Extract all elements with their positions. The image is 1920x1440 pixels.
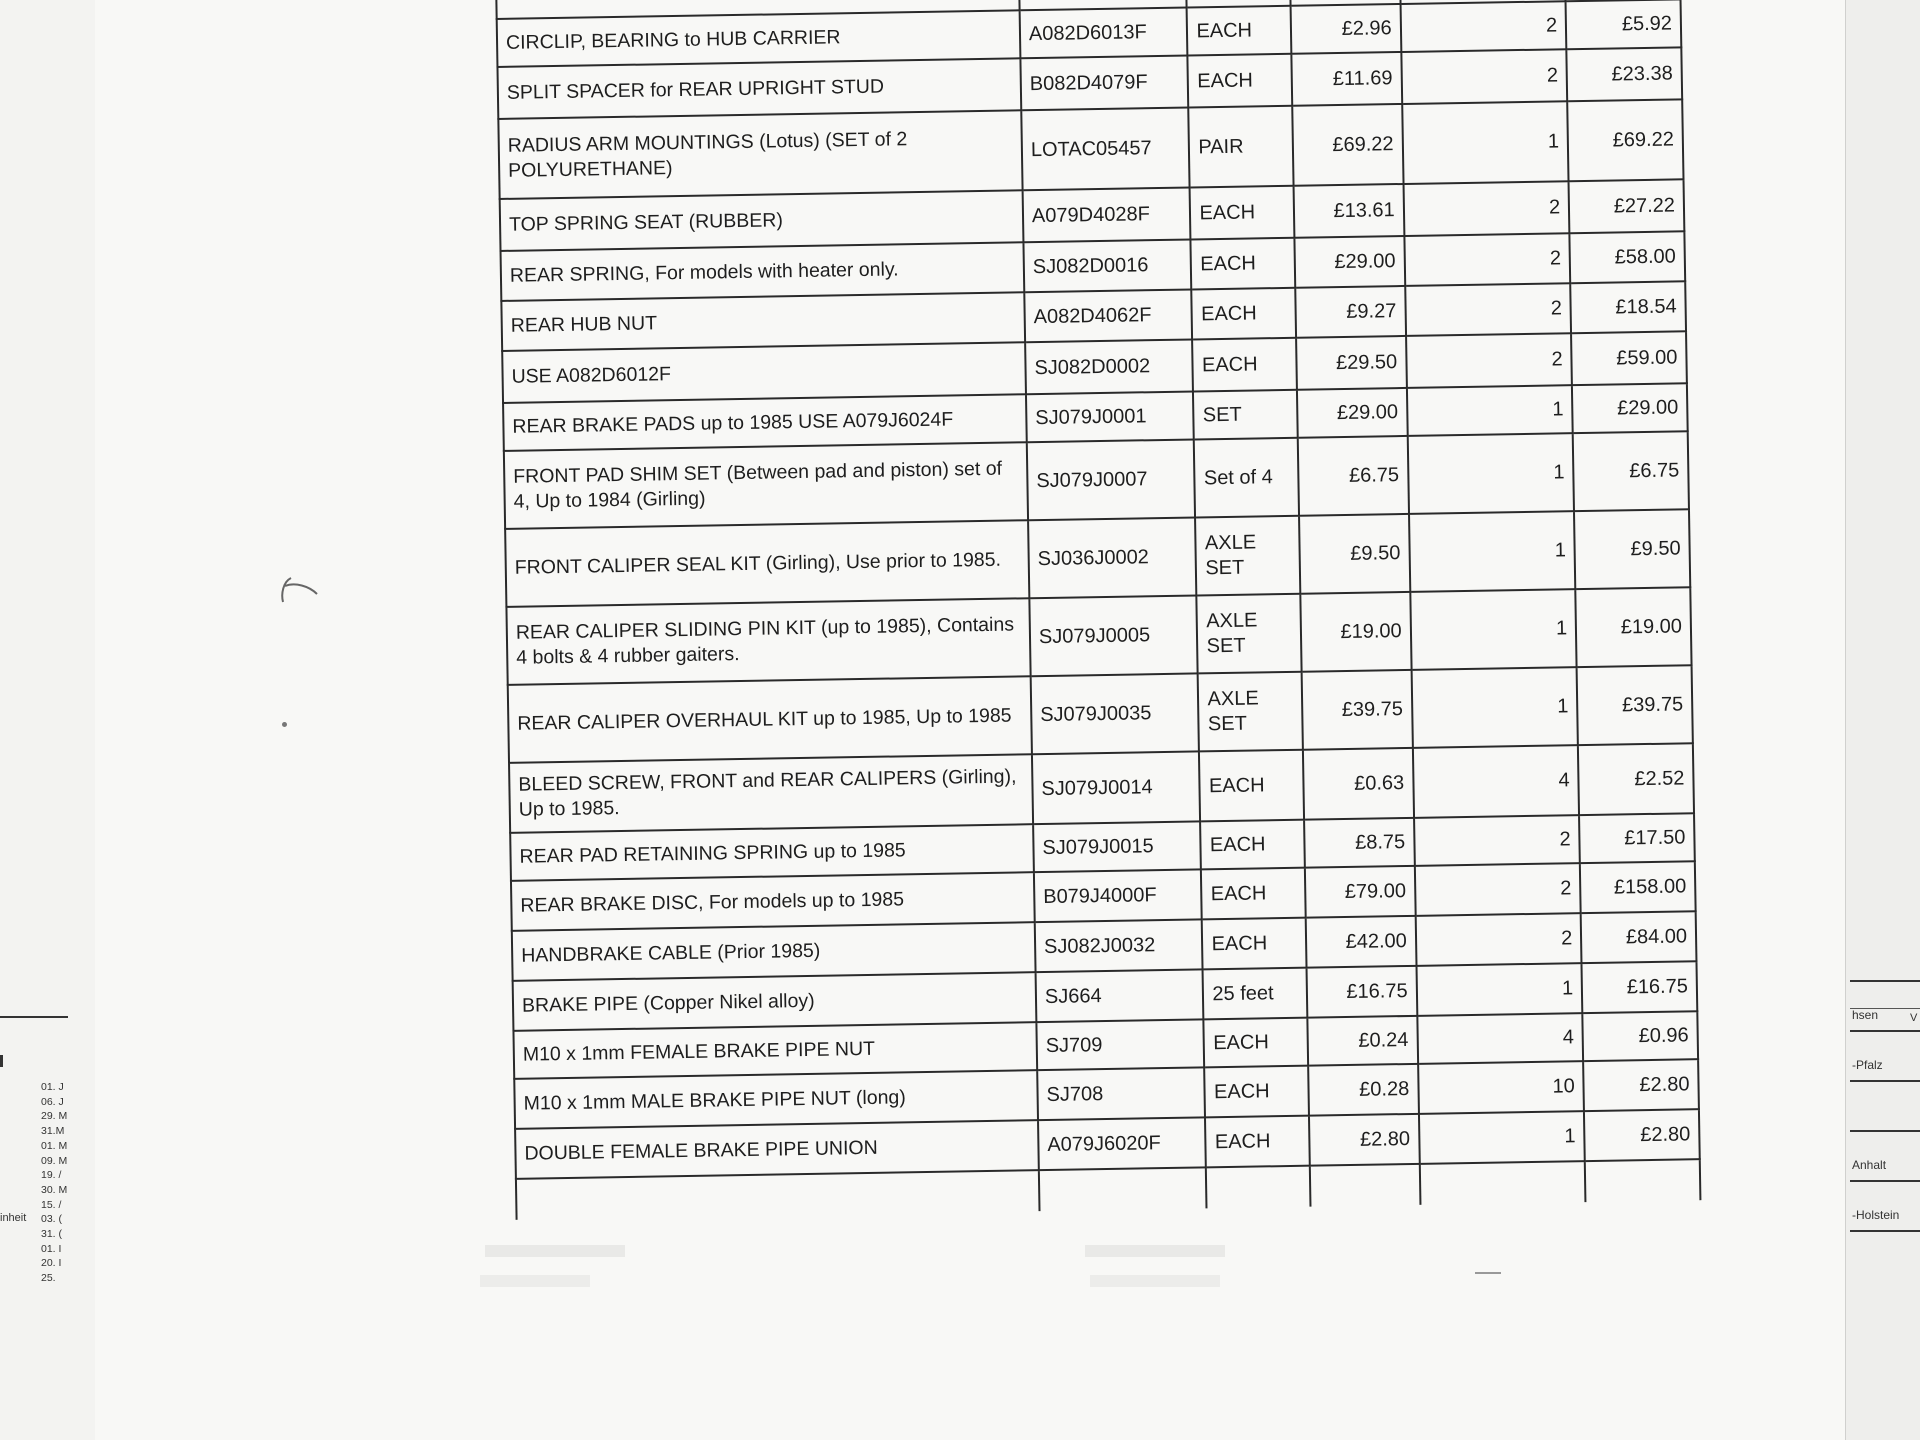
unit-of-sale: EACH [1202,918,1306,970]
part-number: B079J4000F [1034,869,1202,922]
unit-price: £9.50 [1299,514,1410,594]
unit-price: £0.24 [1307,1016,1417,1066]
part-number: SJ079J0014 [1032,751,1201,824]
unit-price: £16.75 [1307,966,1417,1018]
part-description: DOUBLE FEMALE BRAKE PIPE UNION [515,1120,1039,1179]
left-page-rule [0,1016,68,1018]
empty-cell [1419,1161,1585,1205]
part-description: M10 x 1mm MALE BRAKE PIPE NUT (long) [514,1070,1038,1129]
right-page-row [1850,1032,1920,1082]
part-number: LOTAC05457 [1021,108,1190,191]
quantity: 2 [1414,815,1580,866]
left-page-date: 25. [41,1272,56,1285]
unit-price: £9.27 [1295,286,1405,338]
right-background-page [1845,0,1920,1440]
right-page-row-label: hsen [1852,1008,1879,1022]
unit-of-sale: EACH [1193,338,1297,392]
part-number: A082D6013F [1020,8,1188,59]
unit-of-sale: EACH [1205,1116,1309,1168]
unit-price: £29.00 [1294,236,1404,288]
parts-list-page [95,0,1845,1440]
right-page-row-label: -Pfalz [1852,1058,1883,1072]
unit-of-sale: AXLE SET [1196,516,1301,596]
line-total: £29.00 [1572,383,1688,433]
unit-of-sale: EACH [1201,868,1305,920]
left-page-date: 31. ( [41,1228,63,1241]
right-page-row-label: Anhalt [1852,1158,1887,1172]
unit-price: £69.22 [1292,104,1403,186]
unit-price: £29.50 [1296,336,1407,390]
unit-of-sale: EACH [1201,820,1305,870]
unit-of-sale: EACH [1199,750,1304,822]
part-number: SJ709 [1036,1019,1204,1070]
quantity: 1 [1410,589,1577,670]
empty-cell [1585,1159,1700,1202]
part-description: TOP SPRING SEAT (RUBBER) [500,190,1024,251]
part-number: SJ082J0032 [1035,919,1203,972]
part-description: FRONT CALIPER SEAL KIT (Girling), Use prior to 1985. [505,520,1029,607]
unit-price: £11.69 [1291,52,1402,106]
line-total: £6.75 [1573,431,1689,511]
quantity: 1 [1407,433,1574,514]
quantity: 2 [1400,1,1566,52]
left-page-date: 19. / [41,1169,62,1182]
quantity: 2 [1401,49,1567,104]
quantity: 1 [1419,1111,1585,1164]
left-page-date: 01. J [41,1081,64,1093]
line-total: £17.50 [1579,813,1695,863]
faint-dash [1475,1272,1501,1274]
quantity: 2 [1405,283,1571,336]
unit-price: £0.63 [1303,748,1414,820]
part-number: SJ079J0001 [1026,391,1194,442]
line-total: £58.00 [1570,231,1686,283]
part-number: A079J6020F [1038,1117,1206,1170]
left-background-page [0,0,96,1440]
empty-cell [1206,1166,1310,1209]
line-total: £158.00 [1580,861,1696,913]
part-description: BLEED SCREW, FRONT and REAR CALIPERS (Girling), Up to 1985. [509,754,1033,833]
unit-of-sale: EACH [1188,54,1292,108]
left-page-date: 30. M [41,1183,68,1196]
unit-of-sale: EACH [1190,186,1294,240]
part-description: REAR PAD RETAINING SPRING up to 1985 [510,824,1034,881]
unit-of-sale: EACH [1205,1066,1309,1118]
left-page-date: 03. ( [41,1213,63,1226]
line-total: £23.38 [1567,47,1683,101]
part-number: SJ082D0016 [1023,239,1191,292]
line-total: £0.96 [1583,1011,1699,1061]
show-through-text [1085,1245,1225,1257]
part-description: REAR SPRING, For models with heater only. [501,242,1025,301]
left-page-date-column [41,1080,75,1286]
part-description: REAR BRAKE DISC, For models up to 1985 [511,872,1035,931]
line-total: £27.22 [1569,179,1685,233]
part-description: REAR CALIPER SLIDING PIN KIT (up to 1985), Contains 4 bolts & 4 rubber gaiters. [506,598,1030,685]
quantity: 4 [1417,1013,1583,1064]
line-total: £5.92 [1566,0,1682,49]
pencil-mark [275,568,335,618]
part-description: M10 x 1mm FEMALE BRAKE PIPE NUT [513,1022,1037,1079]
right-page-table [1850,980,1920,1232]
empty-cell [516,1170,1040,1220]
part-description: RADIUS ARM MOUNTINGS (Lotus) (SET of 2 POLYURETHANE) [498,110,1022,199]
quantity: 2 [1403,181,1569,236]
unit-of-sale: 25 feet [1203,968,1307,1020]
unit-price: £79.00 [1305,866,1415,918]
left-page-date: 01. M [41,1139,68,1152]
unit-of-sale: PAIR [1189,106,1294,188]
parts-table [495,0,1701,1220]
part-number: SJ036J0002 [1028,517,1197,598]
unit-of-sale: SET [1193,390,1297,440]
right-page-row [1850,1132,1920,1182]
part-description: REAR BRAKE PADS up to 1985 USE A079J6024F [503,394,1027,451]
left-page-word: inheit [0,1212,27,1224]
unit-of-sale: EACH [1204,1018,1308,1068]
part-number: SJ079J0015 [1033,821,1201,872]
left-page-date: 31.M [41,1125,65,1138]
unit-price: £13.61 [1294,184,1405,238]
line-total: £19.00 [1576,587,1692,667]
part-number: A082D4062F [1024,289,1192,342]
right-page-letter: V [1910,1012,1918,1024]
line-total: £18.54 [1570,281,1686,333]
part-number: SJ079J0007 [1027,439,1196,520]
right-page-row [1850,1082,1920,1132]
part-number: SJ079J0005 [1029,595,1198,676]
part-description: HANDBRAKE CABLE (Prior 1985) [512,922,1036,981]
empty-cell [1039,1167,1207,1211]
part-number: SJ082D0002 [1025,339,1193,394]
unit-price: £8.75 [1304,818,1414,868]
unit-price: £2.80 [1309,1114,1419,1166]
unit-of-sale: Set of 4 [1194,438,1299,518]
left-page-mark [0,1055,3,1067]
left-page-date: 20. I [41,1257,62,1270]
unit-of-sale: EACH [1187,6,1291,56]
quantity: 1 [1411,667,1578,748]
unit-price: £19.00 [1300,592,1411,672]
left-page-date: 15. / [41,1198,62,1211]
part-number: SJ079J0035 [1031,673,1200,754]
part-description: BRAKE PIPE (Copper Nikel alloy) [513,972,1037,1031]
quantity: 2 [1415,863,1581,916]
unit-price: £42.00 [1306,916,1416,968]
part-description: REAR HUB NUT [501,292,1025,351]
unit-price: £39.75 [1302,670,1413,750]
paper-dot [282,722,287,727]
left-page-date: 06. J [41,1095,64,1108]
quantity: 4 [1413,745,1580,818]
line-total: £84.00 [1581,911,1697,963]
quantity: 2 [1406,333,1572,388]
parts-table-wrapper [495,0,1701,1220]
part-number: SJ708 [1037,1067,1205,1120]
part-description: SPLIT SPACER for REAR UPRIGHT STUD [497,58,1021,119]
show-through-text [480,1275,590,1287]
line-total: £2.52 [1578,743,1694,815]
unit-price: £0.28 [1308,1064,1418,1116]
part-number: SJ664 [1035,969,1203,1022]
quantity: 1 [1407,385,1573,436]
part-description: USE A082D6012F [502,342,1026,403]
left-page-date: 29. M [41,1110,68,1123]
line-total: £39.75 [1577,665,1693,745]
left-page-date: 09. M [41,1154,68,1167]
quantity: 2 [1404,233,1570,286]
part-description: FRONT PAD SHIM SET (Between pad and piston) set of 4, Up to 1984 (Girling) [504,442,1028,529]
left-page-date: 01. I [41,1242,62,1255]
line-total: £59.00 [1571,331,1687,385]
part-description: CIRCLIP, BEARING to HUB CARRIER [497,10,1021,67]
quantity: 1 [1416,963,1582,1016]
right-page-row-label: -Holstein [1852,1208,1900,1222]
empty-cell [1310,1164,1420,1207]
unit-price: £6.75 [1298,436,1409,516]
quantity: 1 [1402,101,1569,184]
unit-price: £29.00 [1297,388,1407,438]
part-description: REAR CALIPER OVERHAUL KIT up to 1985, Up to 1985 [508,676,1032,763]
line-total: £2.80 [1584,1109,1700,1161]
part-number: B082D4079F [1020,56,1188,111]
unit-of-sale: EACH [1192,288,1296,340]
part-number: A079D4028F [1023,188,1191,243]
right-page-row [1850,1182,1920,1232]
unit-of-sale: AXLE SET [1197,594,1302,674]
quantity: 10 [1418,1061,1584,1114]
line-total: £16.75 [1582,961,1698,1013]
unit-of-sale: EACH [1191,238,1295,290]
quantity: 2 [1415,913,1581,966]
line-total: £9.50 [1574,509,1690,589]
line-total: £69.22 [1567,99,1683,181]
unit-price: £2.96 [1291,4,1401,54]
quantity: 1 [1409,511,1576,592]
line-total: £2.80 [1583,1059,1699,1111]
unit-of-sale: AXLE SET [1198,672,1303,752]
show-through-text [1090,1275,1220,1287]
right-page-row [1850,982,1920,1032]
show-through-text [485,1245,625,1257]
